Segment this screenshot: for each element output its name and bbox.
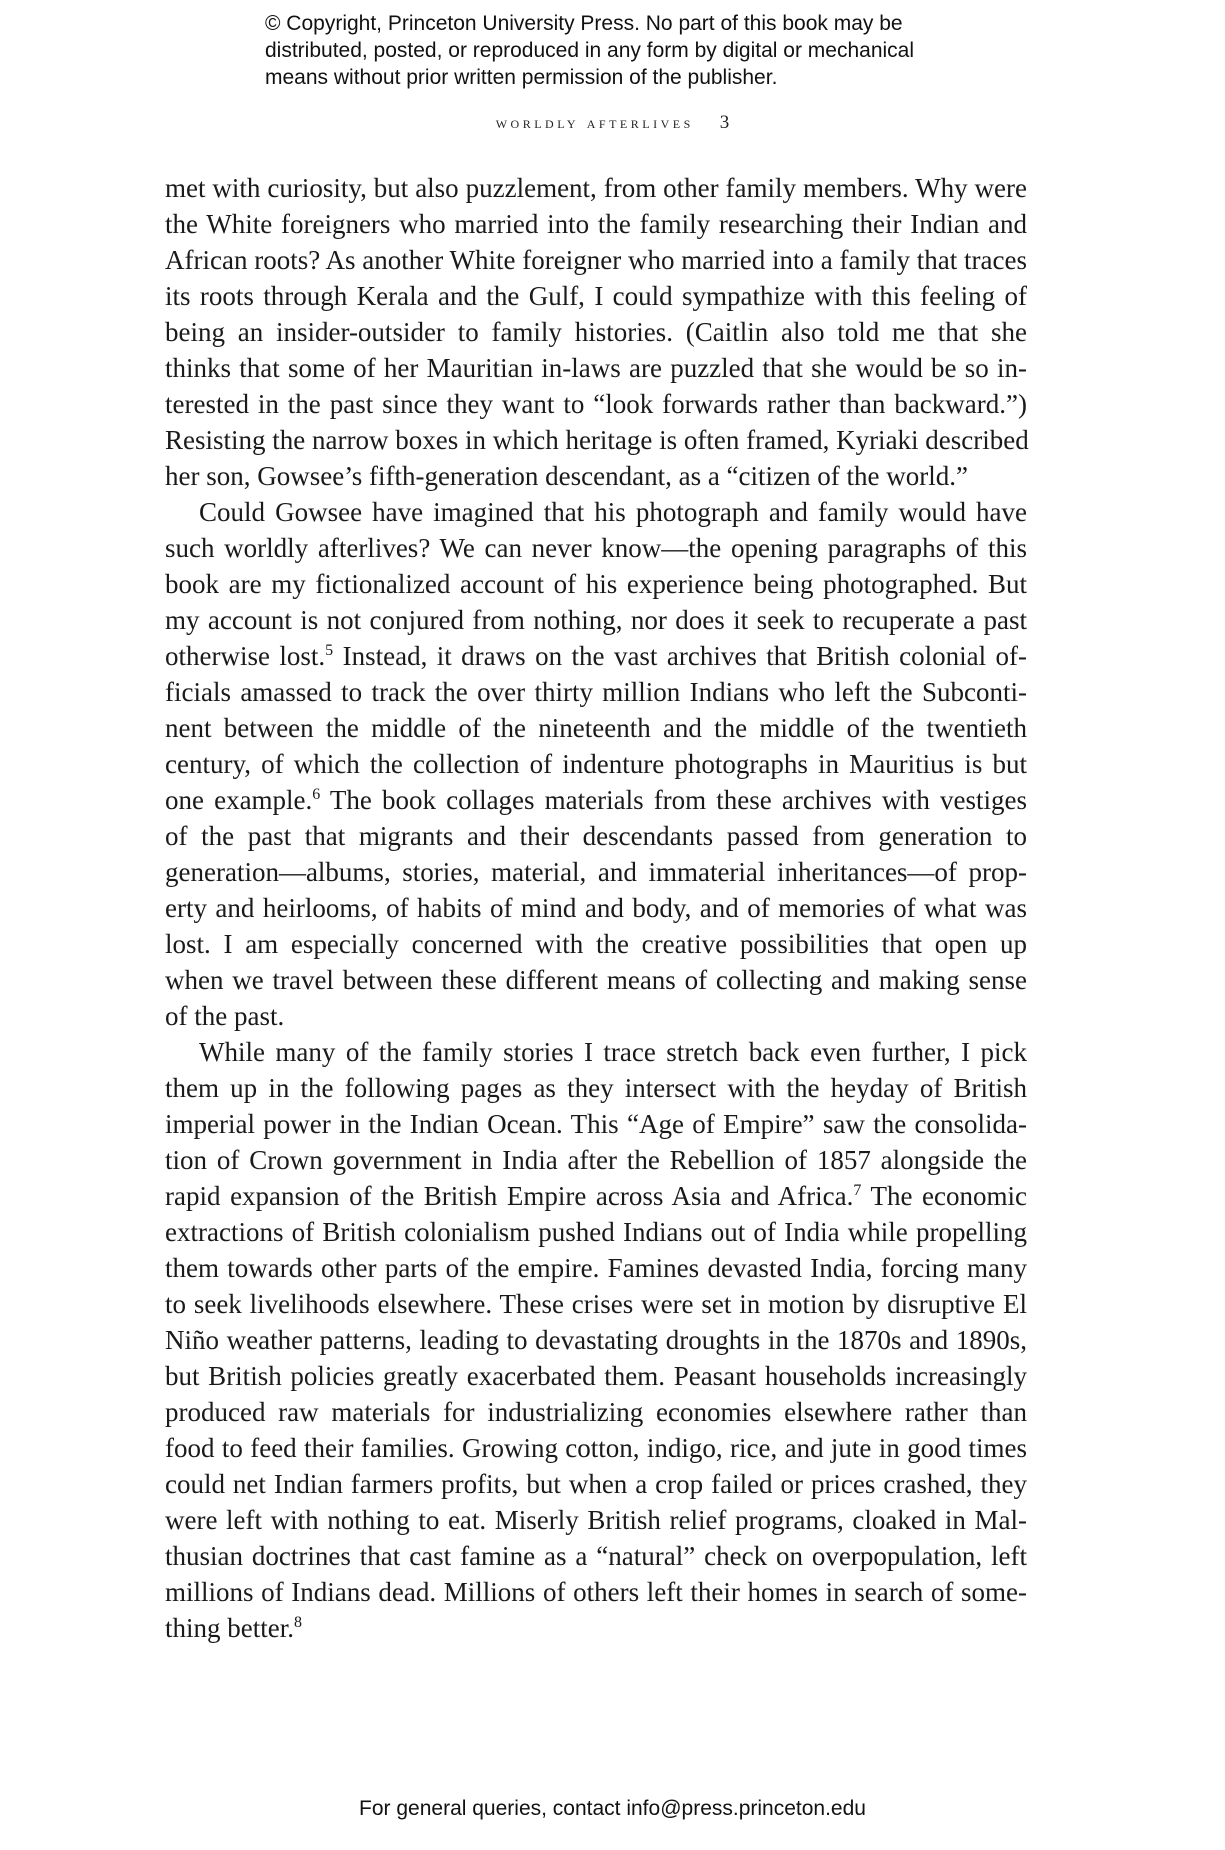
text-line: its roots through Kerala and the Gulf, I could sympathize with this feeling of (165, 281, 1027, 311)
text-line: Niño weather patterns, leading to devastating droughts in the 1870s and 1890s, (165, 1325, 1027, 1355)
text-line: generation—albums, stories, material, and immaterial inheritances—of prop- (165, 857, 1027, 887)
paragraph-2 (165, 494, 1027, 1034)
text-line: ficials amassed to track the over thirty million Indians who left the Subconti- (165, 677, 1027, 707)
text-line: erty and heirlooms, of habits of mind and body, and of memories of what was (165, 893, 1027, 923)
paragraph-3 (165, 1034, 1027, 1646)
paragraph-1 (165, 170, 1027, 494)
text-segment: Instead, it draws on the vast archives that British colonial of- (333, 641, 1027, 671)
text-line: book are my fictionalized account of his experience being photographed. But (165, 569, 1027, 599)
text-line: but British policies greatly exacerbated them. Peasant households increasingly (165, 1361, 1027, 1391)
footnote-ref-8[interactable]: 8 (293, 1614, 302, 1631)
text-line: African roots? As another White foreigner who married into a family that traces (165, 245, 1027, 275)
text-line: them up in the following pages as they intersect with the heyday of British (165, 1073, 1027, 1103)
text-segment: one example. (165, 785, 313, 815)
text-line: produced raw materials for industrializing economies elsewhere rather than (165, 1397, 1027, 1427)
text-segment: otherwise lost. (165, 641, 326, 671)
text-line: thusian doctrines that cast famine as a “natural” check on overpopulation, left (165, 1541, 1027, 1571)
text-line-with-note (165, 782, 1027, 818)
text-line: terested in the past since they want to “look forwards rather than backward.”) (165, 389, 1027, 419)
text-line: being an insider-outsider to family histories. (Caitlin also told me that she (165, 317, 1027, 347)
text-line: tion of Crown government in India after the Rebellion of 1857 alongside the (165, 1145, 1027, 1175)
text-line: the White foreigners who married into the family researching their Indian and (165, 209, 1027, 239)
body-text (165, 170, 1027, 1646)
text-line: Could Gowsee have imagined that his photograph and family would have (199, 497, 1027, 527)
text-line: such worldly afterlives? We can never know—the opening paragraphs of this (165, 533, 1027, 563)
text-line-with-note (165, 1610, 1027, 1646)
text-line: While many of the family stories I trace stretch back even further, I pick (199, 1037, 1027, 1067)
footnote-ref-7[interactable]: 7 (853, 1182, 862, 1199)
text-line: her son, Gowsee’s fifth-generation descendant, as a “citizen of the world.” (165, 461, 968, 491)
running-head (0, 112, 1225, 134)
copyright-notice (265, 10, 985, 91)
text-line: Resisting the narrow boxes in which heritage is often framed, Kyriaki described (165, 425, 1029, 455)
text-segment: rapid expansion of the British Empire across Asia and Africa. (165, 1181, 854, 1211)
text-line: when we travel between these different means of collecting and making sense (165, 965, 1027, 995)
text-segment: thing better. (165, 1613, 294, 1643)
text-line: of the past. (165, 1001, 285, 1031)
text-line: them towards other parts of the empire. Famines devasted India, forcing many (165, 1253, 1027, 1283)
text-line: nent between the middle of the nineteenth and the middle of the twentieth (165, 713, 1027, 743)
text-segment: The book collages materials from these archives with vestiges (320, 785, 1027, 815)
footnote-ref-6[interactable]: 6 (312, 786, 321, 803)
text-line: were left with nothing to eat. Miserly British relief programs, cloaked in Mal- (165, 1505, 1027, 1535)
text-line: millions of Indians dead. Millions of others left their homes in search of some- (165, 1577, 1027, 1607)
page-number: 3 (719, 112, 730, 133)
text-line: imperial power in the Indian Ocean. This “Age of Empire” saw the consolida- (165, 1109, 1027, 1139)
text-line: could net Indian farmers profits, but when a crop failed or prices crashed, they (165, 1469, 1027, 1499)
chapter-title: worldly afterlives (495, 113, 694, 132)
text-line: food to feed their families. Growing cotton, indigo, rice, and jute in good times (165, 1433, 1027, 1463)
text-line: of the past that migrants and their descendants passed from generation to (165, 821, 1027, 851)
copyright-line: distributed, posted, or reproduced in any form by digital or mechanical (265, 39, 915, 62)
copyright-line: © Copyright, Princeton University Press. No part of this book may be (265, 12, 903, 35)
text-line-with-note (165, 638, 1027, 674)
text-line-with-note (165, 1178, 1027, 1214)
text-line: extractions of British colonialism pushed Indians out of India while propelling (165, 1217, 1027, 1247)
text-line: century, of which the collection of indenture photographs in Mauritius is but (165, 749, 1027, 779)
text-line: to seek livelihoods elsewhere. These crises were set in motion by disruptive El (165, 1289, 1027, 1319)
text-line: thinks that some of her Mauritian in-laws are puzzled that she would be so in- (165, 353, 1027, 383)
footer-contact: For general queries, contact info@press.princeton.edu (359, 1797, 866, 1820)
copyright-line: means without prior written permission of the publisher. (265, 66, 778, 89)
text-line: met with curiosity, but also puzzlement, from other family members. Why were (165, 173, 1027, 203)
text-segment: The economic (861, 1181, 1027, 1211)
footnote-ref-5[interactable]: 5 (325, 642, 334, 659)
text-line: my account is not conjured from nothing, nor does it seek to recuperate a past (165, 605, 1027, 635)
text-line: lost. I am especially concerned with the creative possibilities that open up (165, 929, 1027, 959)
